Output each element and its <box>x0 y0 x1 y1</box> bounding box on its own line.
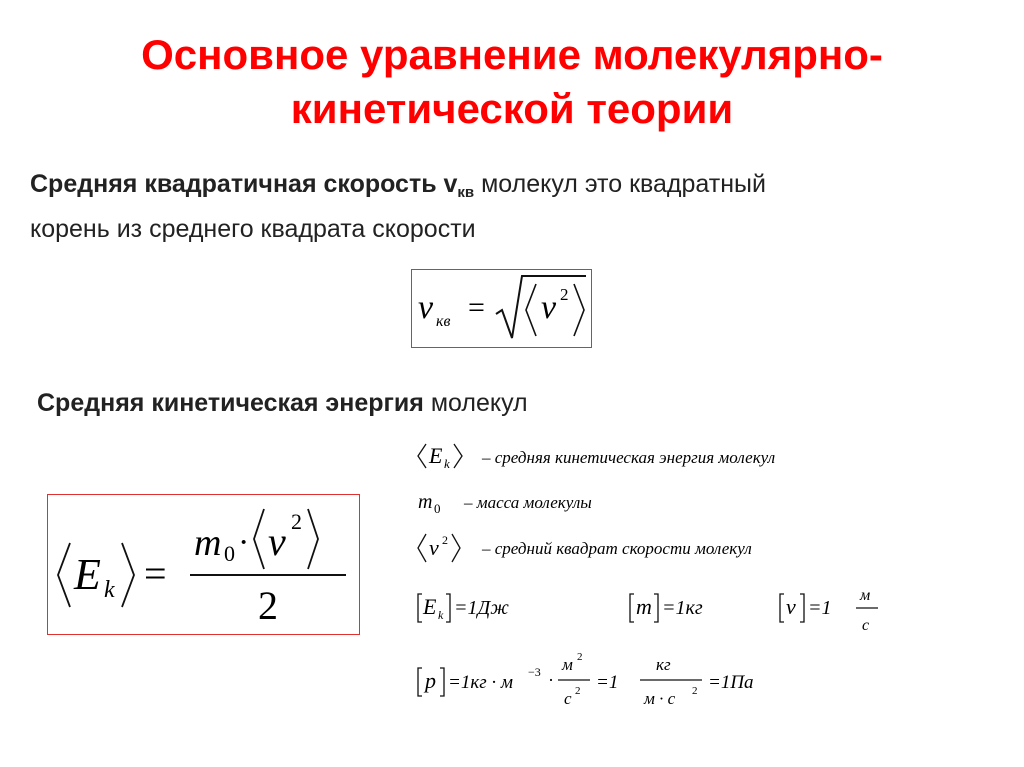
formula2-k: k <box>104 577 115 603</box>
legend-row-velocity <box>414 530 934 566</box>
unit-m: m <box>636 594 652 619</box>
unit-E: E <box>423 594 437 619</box>
legend-m-sub: 0 <box>434 501 441 516</box>
unit-v-num: м <box>860 587 871 604</box>
page-title <box>0 28 1024 136</box>
section2-rest: молекул <box>423 389 528 417</box>
legend-pressure-row <box>416 648 836 714</box>
angle-bracket-left <box>58 543 70 607</box>
legend-units-row <box>416 582 896 642</box>
unit-p: p <box>425 668 436 693</box>
formula2-dot: · <box>238 524 250 561</box>
definition-paragraph <box>30 166 970 247</box>
formula2-m-sub: 0 <box>224 541 235 566</box>
definition-rest-1: молекул это квадратный <box>474 170 766 198</box>
unit-m-value: =1кг <box>662 597 703 619</box>
formula2-E: E <box>74 550 101 599</box>
unit-p-part1: =1кг · м <box>448 672 513 693</box>
formula2-v: v <box>268 519 286 564</box>
definition-bold: Средняя квадратичная скорость v <box>30 170 458 198</box>
angle-bracket-left <box>526 284 536 336</box>
rms-speed-formula-box <box>411 269 592 348</box>
kinetic-energy-formula <box>48 495 358 633</box>
formula1-inner-v: v <box>541 289 557 326</box>
unit-p-part1-pow: −3 <box>528 665 541 679</box>
formula2-denominator: 2 <box>258 583 278 628</box>
legend-row-mass <box>418 488 738 520</box>
unit-p-frac2-num: кг <box>656 655 671 674</box>
legend-v-pow: 2 <box>442 533 448 547</box>
unit-p-frac2-den: м · с <box>644 689 676 708</box>
kinetic-energy-formula-box <box>47 494 360 635</box>
unit-E-value: =1Дж <box>454 597 509 619</box>
unit-p-frac2-den-pow: 2 <box>692 685 698 697</box>
formula1-v: v <box>418 289 434 326</box>
formula2-eq: = <box>144 551 167 596</box>
angle-bracket-right <box>574 284 584 336</box>
unit-p-frac1-num-pow: 2 <box>577 651 583 663</box>
rms-speed-formula <box>412 270 590 346</box>
formula2-v-pow: 2 <box>291 509 302 534</box>
inner-angle-left <box>254 509 264 569</box>
unit-p-eq2: =1 <box>596 672 619 693</box>
legend-row-energy <box>414 438 954 474</box>
section2-bold: Средняя кинетическая энергия <box>37 389 424 417</box>
formula1-sub: кв <box>436 313 451 330</box>
unit-p-frac1-num: м <box>562 655 573 674</box>
legend-row3-text: – средний квадрат скорости молекул <box>482 539 752 558</box>
angle-bracket-right <box>122 543 134 607</box>
unit-E-sub: k <box>438 608 444 622</box>
title-line-1: Основное уравнение молекулярно- <box>141 31 883 78</box>
legend-E: E <box>429 443 443 468</box>
section-heading-kinetic-energy <box>37 386 528 420</box>
legend-E-sub: k <box>444 456 450 471</box>
definition-rest-2: корень из среднего квадрата скорости <box>30 215 476 243</box>
unit-p-dot: · <box>548 670 554 690</box>
title-line-2: кинетической теории <box>290 85 734 132</box>
inner-angle-right <box>308 509 318 569</box>
definition-subscript: кв <box>457 184 475 201</box>
formula1-eq: = <box>468 291 485 324</box>
legend-row1-text: – средняя кинетическая энергия молекул <box>482 448 776 467</box>
unit-p-end: =1Па <box>708 672 754 693</box>
formula2-m: m <box>194 522 222 564</box>
unit-v: v <box>786 594 796 619</box>
unit-p-frac1-den-pow: 2 <box>575 685 581 697</box>
unit-v-value: =1 <box>808 597 832 619</box>
unit-v-den: с <box>862 617 870 634</box>
unit-p-frac1-den: с <box>564 689 572 708</box>
legend-row2-text: – масса молекулы <box>464 493 592 512</box>
legend-m: m <box>418 491 433 513</box>
legend-v: v <box>429 535 439 560</box>
formula1-pow: 2 <box>560 285 569 304</box>
